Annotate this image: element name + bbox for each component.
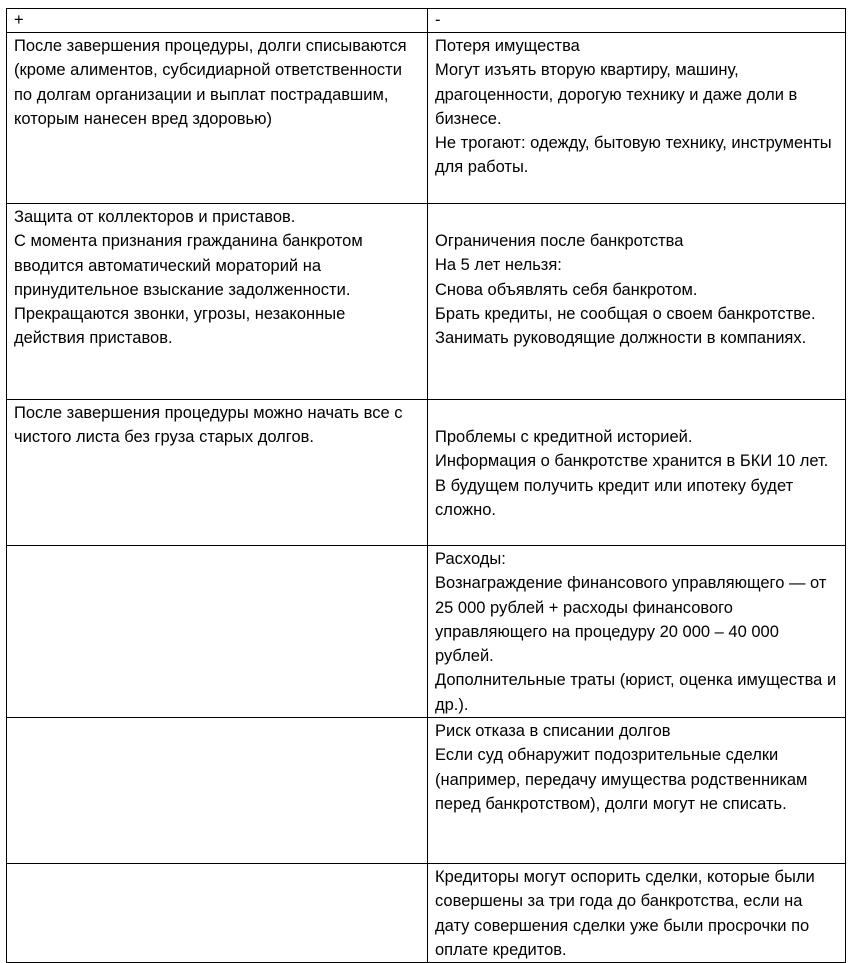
cell-text: Брать кредиты, не сообщая о своем банкротстве. <box>435 304 816 323</box>
table-row <box>7 204 846 400</box>
cell-text: После завершения процедуры, долги списываются (кроме алиментов, субсидиарной ответственности по долгам организации и выплат пострадавшим, которым нанесен вред здоровью) <box>14 37 407 128</box>
plus-cell <box>7 400 428 546</box>
cell-text: После завершения процедуры можно начать все с чистого листа без груза старых долгов. <box>14 404 403 447</box>
blank-line <box>435 401 838 425</box>
plus-cell <box>7 204 428 400</box>
table-row <box>7 718 846 864</box>
cell-text: Кредиторы могут оспорить сделки, которые были совершены за три года до банкротства, если на дату совершения сделки уже были просрочки по оплате кредитов. <box>435 868 815 959</box>
cell-text: Информация о банкротстве хранится в БКИ 10 лет. <box>435 452 829 471</box>
cell-text: Могут изъять вторую квартиру, машину, драгоценности, дорогую технику и даже доли в бизнесе. <box>435 61 798 128</box>
cell-text: Дополнительные траты (юрист, оценка имущества и др.). <box>435 671 837 714</box>
cell-text: Вознаграждение финансового управляющего — от 25 000 рублей + расходы финансового управляющего на процедуру 20 000 – 40 000 рублей. <box>435 574 827 666</box>
minus-cell <box>428 400 846 546</box>
cell-text: Расходы: <box>435 550 506 568</box>
table-row <box>7 400 846 546</box>
pros-cons-table <box>6 8 846 963</box>
cell-text: Риск отказа в списании долгов <box>435 722 671 741</box>
table-row <box>7 33 846 204</box>
table-row <box>7 864 846 963</box>
minus-cell <box>428 864 846 963</box>
cell-text: В будущем получить кредит или ипотеку будет сложно. <box>435 476 794 519</box>
header-minus: - <box>435 11 441 29</box>
plus-cell <box>7 33 428 204</box>
cell-text: С момента признания гражданина банкротом вводится автоматический мораторий на принудительное взыскание задолженности. <box>14 232 363 299</box>
cell-text: Ограничения после банкротства <box>435 232 684 250</box>
cell-text: Занимать руководящие должности в компаниях. <box>435 329 807 348</box>
plus-cell <box>7 546 428 718</box>
table-header-row <box>7 9 846 33</box>
header-minus-cell <box>428 9 846 33</box>
cell-text: Если суд обнаружит подозрительные сделки (например, передачу имущества родственникам перед банкротством), долги могут не списать. <box>435 746 808 813</box>
cell-text: Не трогают: одежду, бытовую технику, инструменты для работы. <box>435 134 832 177</box>
cell-text: Прекращаются звонки, угрозы, незаконные действия приставов. <box>14 305 346 348</box>
cell-text: Снова объявлять себя банкротом. <box>435 280 698 299</box>
header-plus-cell <box>7 9 428 33</box>
cell-text: Потеря имущества <box>435 37 580 55</box>
cell-text: На 5 лет нельзя: <box>435 256 562 275</box>
cell-text: Защита от коллекторов и приставов. <box>14 208 296 226</box>
plus-cell <box>7 718 428 864</box>
minus-cell <box>428 204 846 400</box>
table-row <box>7 546 846 718</box>
minus-cell <box>428 546 846 718</box>
cell-text: Проблемы с кредитной историей. <box>435 428 693 446</box>
minus-cell <box>428 33 846 204</box>
minus-cell <box>428 718 846 864</box>
header-plus: + <box>14 11 24 29</box>
plus-cell <box>7 864 428 963</box>
blank-line <box>435 205 838 229</box>
